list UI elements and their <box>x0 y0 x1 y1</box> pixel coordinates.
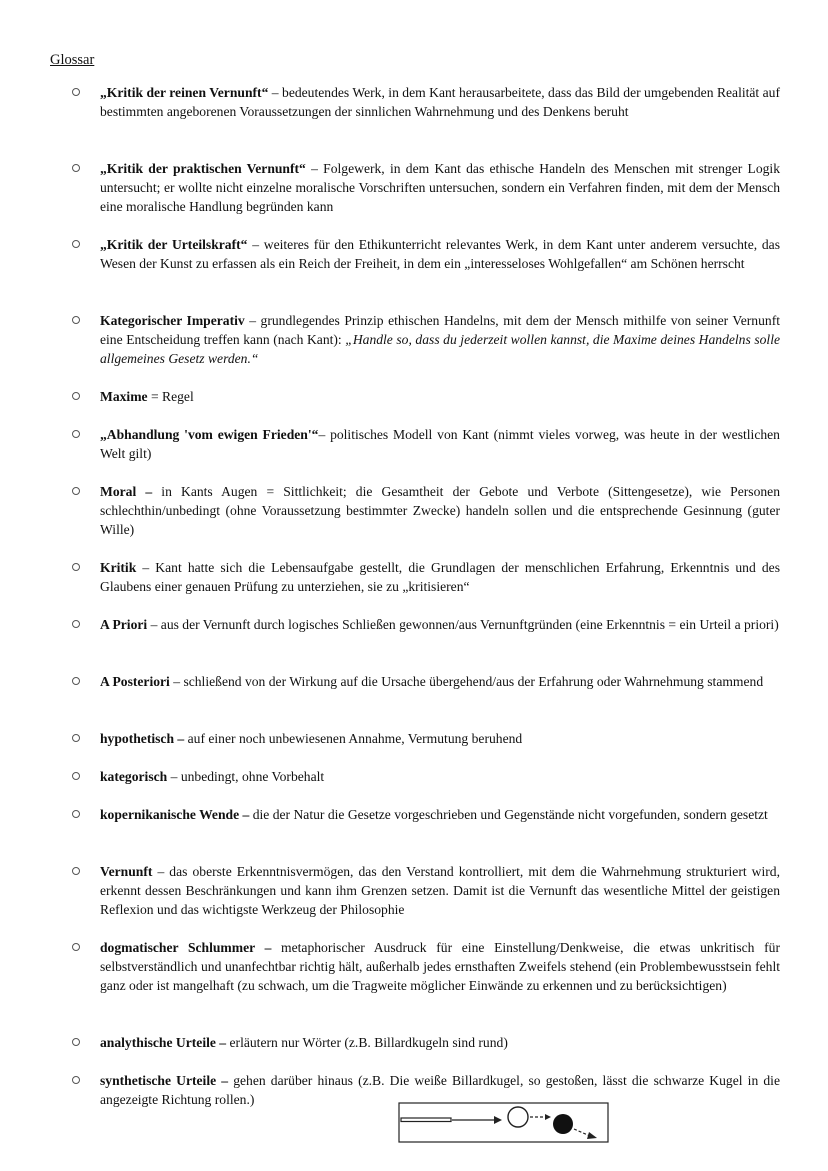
entry-definition: – politisches Modell von Kant (nimmt vieles vorweg, was heute in der westlichen Welt gilt) <box>100 427 780 462</box>
black-ball-icon <box>553 1114 573 1134</box>
entry-term: analythische Urteile – <box>100 1035 227 1050</box>
bullet-icon <box>72 677 80 685</box>
entry-term: Moral – <box>100 484 153 499</box>
bullet-icon <box>72 563 80 571</box>
dashed-direction-line <box>574 1129 590 1136</box>
glossary-entry <box>72 425 780 463</box>
bullet-icon <box>72 164 80 172</box>
entry-term: hypothetisch – <box>100 731 185 746</box>
dashed-arrow-head-icon <box>545 1114 551 1120</box>
glossary-entry <box>72 482 780 540</box>
glossary-entry <box>72 235 780 273</box>
entry-definition: – das oberste Erkenntnisvermögen, das den Verstand kontrolliert, mit dem die Wahrnehmung strukturiert wird, erkennt dessen Beschränkungen und kann ihm Grenzen setzen. Damit ist die Vernunft das wesentliche Mittel der geistigen Reflexion und das wichtigste Werkzeug der Philosophie <box>100 864 780 918</box>
entry-term: „Kritik der reinen Vernunft“ <box>100 85 269 100</box>
entry-definition: – grundlegendes Prinzip ethischen Handelns, mit dem der Mensch mithilfe von seiner Vernunft eine Entscheidung treffen kann (nach Kant): <box>100 313 780 348</box>
glossary-entry <box>72 767 780 786</box>
glossary-entry <box>72 159 780 217</box>
bullet-icon <box>72 867 80 875</box>
entry-definition: – Kant hatte sich die Lebensaufgabe gestellt, die Grundlagen der menschlichen Erfahrung, Erkenntnis und des Glaubens einer genauen Prüfung zu unterziehen, sie zu „kritisieren“ <box>100 560 780 595</box>
entry-definition: – bedeutendes Werk, in dem Kant herausarbeitete, dass das Bild der umgebenden Realität auf bestimmten angeborenen Voraussetzungen der sinnlichen Wahrnehmung und des Denkens beruht <box>100 85 780 120</box>
glossary-entry <box>72 1033 780 1052</box>
white-ball-icon <box>508 1107 528 1127</box>
bullet-icon <box>72 734 80 742</box>
bullet-icon <box>72 487 80 495</box>
cue-icon <box>401 1118 451 1122</box>
entry-term: „Kritik der praktischen Vernunft“ <box>100 161 306 176</box>
entry-definition: die der Natur die Gesetze vorgeschrieben und Gegenstände nicht vorgefunden, sondern gesetzt <box>249 807 768 822</box>
entry-term: synthetische Urteile – <box>100 1073 229 1088</box>
bullet-icon <box>72 943 80 951</box>
entry-definition: – schließend von der Wirkung auf die Ursache übergehend/aus der Erfahrung oder Wahrnehmung stammend <box>169 674 764 689</box>
diagram-frame <box>399 1103 608 1142</box>
glossary-entry <box>72 83 780 121</box>
entry-definition: auf einer noch unbewiesenen Annahme, Vermutung beruhend <box>184 731 523 746</box>
entry-quote: „Handle so, dass du jederzeit wollen kannst, die Maxime deines Handelns solle allgemeines Gesetz werden.“ <box>100 332 780 367</box>
entry-term: „Kritik der Urteilskraft“ <box>100 237 248 252</box>
entry-definition: – Folgewerk, in dem Kant das ethische Handeln des Menschen mit strenger Logik untersucht; er wollte nicht einzelne moralische Vorschriften untersuchen, sondern ein Verfahren finden, mit dem der Mensch eine moralische Handlung begründen kann <box>100 161 781 215</box>
entry-term: Vernunft <box>100 864 153 879</box>
glossary-entry <box>72 862 780 920</box>
entry-term: Maxime <box>100 389 148 404</box>
bullet-icon <box>72 1076 80 1084</box>
entry-term: kopernikanische Wende – <box>100 807 250 822</box>
arrow-head-icon <box>494 1116 502 1124</box>
bullet-icon <box>72 316 80 324</box>
entry-definition: = Regel <box>147 389 194 404</box>
entry-term: A Priori <box>100 617 148 632</box>
entry-definition: in Kants Augen = Sittlichkeit; die Gesamtheit der Gebote und Verbote (Sittengesetze), wie Personen schlechthin/unbedingt (ohne Voraussetzung bestimmter Zwecke) handeln sollen und die entsprechende Gesinnung (guter Wille) <box>100 484 781 538</box>
entry-definition: – weiteres für den Ethikunterricht relevantes Werk, in dem Kant unter anderem versuchte, das Wesen der Kunst zu erfassen als ein Reich der Freiheit, in dem ein „interesseloses Wohlgefallen“ am Schönen herrscht <box>100 237 780 272</box>
glossary-entry <box>72 938 780 996</box>
entry-term: A Posteriori <box>100 674 170 689</box>
glossary-entry <box>72 558 780 596</box>
bullet-icon <box>72 240 80 248</box>
bullet-icon <box>72 430 80 438</box>
bullet-icon <box>72 810 80 818</box>
entry-term: Kritik <box>100 560 137 575</box>
glossary-entry <box>72 672 780 691</box>
bullet-icon <box>72 772 80 780</box>
bullet-icon <box>72 392 80 400</box>
entry-term: Kategorischer Imperativ <box>100 313 245 328</box>
entry-definition: metaphorischer Ausdruck für eine Einstellung/Denkweise, die etwas unkritisch für selbstverständlich und unanfechtbar richtig hält, außerhalb jedes ernsthaften Zweifels stehend (ein Problembewusstsein fehlt ganz oder ist mangelhaft (zu schwach, um die Tragweite möglicher Einwände zu erkennen und zu berücksichtigen) <box>100 940 780 994</box>
entry-definition: erläutern nur Wörter (z.B. Billardkugeln sind rund) <box>226 1035 508 1050</box>
entry-definition: – aus der Vernunft durch logisches Schließen gewonnen/aus Vernunftgründen (eine Erkenntnis = ein Urteil a priori) <box>147 617 779 632</box>
glossary-entry <box>72 805 780 824</box>
glossary-entry <box>72 615 780 634</box>
entry-definition: gehen darüber hinaus (z.B. Die weiße Billardkugel, so gestoßen, lässt die schwarze Kugel in die angezeigte Richtung rollen.) <box>100 1073 780 1108</box>
entry-term: dogmatischer Schlummer – <box>100 940 272 955</box>
entry-definition: – unbedingt, ohne Vorbehalt <box>167 769 325 784</box>
bullet-icon <box>72 620 80 628</box>
direction-arrow-head-icon <box>587 1132 597 1139</box>
glossary-entry <box>72 311 780 369</box>
bullet-icon <box>72 88 80 96</box>
bullet-icon <box>72 1038 80 1046</box>
entry-term: kategorisch <box>100 769 168 784</box>
page-title: Glossar <box>50 52 95 68</box>
glossary-entry <box>72 729 780 748</box>
glossary-entry <box>72 387 780 406</box>
billiard-cue-and-balls-icon <box>398 1100 610 1144</box>
entry-term: „Abhandlung 'vom ewigen Frieden'“ <box>100 427 319 442</box>
